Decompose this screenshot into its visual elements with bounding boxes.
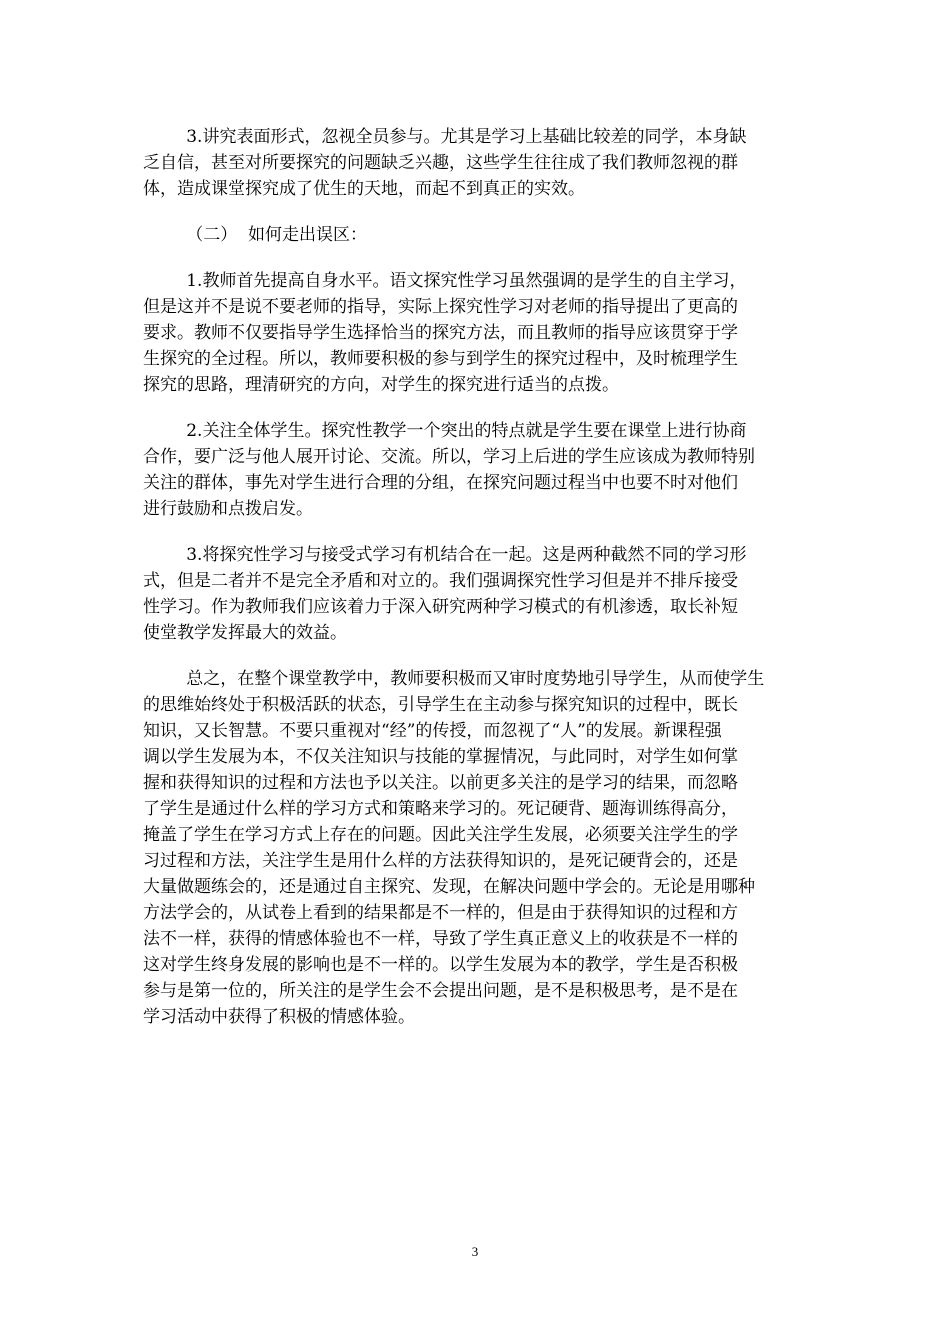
text-line: 的思维始终处于积极活跃的状态，引导学生在主动参与探究知识的过程中，既长: [143, 695, 738, 715]
paragraph-point-1-teacher-level: [143, 268, 807, 398]
text-line: 性学习。作为教师我们应该着力于深入研究两种学习模式的有机渗透，取长补短: [143, 597, 738, 617]
text-line: 大量做题练会的，还是通过自主探究、发现，在解决问题中学会的。无论是用哪种: [143, 877, 755, 897]
text-line: 3.将探究性学习与接受式学习有机结合在一起。这是两种截然不同的学习形: [143, 545, 747, 565]
text-line: 2.关注全体学生。探究性教学一个突出的特点就是学生要在课堂上进行协商: [143, 421, 747, 441]
text-line: 关注的群体，事先对学生进行合理的分组，在探究问题过程当中也要不时对他们: [143, 473, 738, 493]
text-line: （二） 如何走出误区：: [143, 225, 368, 245]
text-line: 了学生是通过什么样的学习方式和策略来学习的。死记硬背、题海训练得高分，: [143, 799, 738, 819]
text-line: 学习活动中获得了积极的情感体验。: [143, 1007, 415, 1027]
text-line: 乏自信，甚至对所要探究的问题缺乏兴趣，这些学生往往成了我们教师忽视的群: [143, 153, 738, 173]
text-line: 调以学生发展为本，不仅关注知识与技能的掌握情况，与此同时，对学生如何掌: [143, 747, 738, 767]
text-line: 式，但是二者并不是完全矛盾和对立的。我们强调探究性学习但是并不排斥接受: [143, 571, 738, 591]
text-line: 使堂教学发挥最大的效益。: [143, 623, 347, 643]
text-line: 知识，又长智慧。不要只重视对“经”的传授，而忽视了“人”的发展。新课程强: [143, 721, 722, 741]
text-line: 握和获得知识的过程和方法也予以关注。以前更多关注的是学习的结果，而忽略: [143, 773, 738, 793]
page-number: 3: [471, 1244, 479, 1259]
paragraph-conclusion: [143, 666, 807, 1030]
text-line: 掩盖了学生在学习方式上存在的问题。因此关注学生发展，必须要关注学生的学: [143, 825, 738, 845]
text-line: 但是这并不是说不要老师的指导，实际上探究性学习对老师的指导提出了更高的: [143, 297, 738, 317]
paragraph-point-3-combine-learning: [143, 542, 807, 646]
text-line: 法不一样，获得的情感体验也不一样，导致了学生真正意义上的收获是不一样的: [143, 929, 738, 949]
text-line: 要求。教师不仅要指导学生选择恰当的探究方法，而且教师的指导应该贯穿于学: [143, 323, 738, 343]
text-line: 合作，要广泛与他人展开讨论、交流。所以，学习上后进的学生应该成为教师特别: [143, 447, 755, 467]
paragraph-point-2-all-students: [143, 418, 807, 522]
text-line: 3.讲究表面形式，忽视全员参与。尤其是学习上基础比较差的同学，本身缺: [143, 127, 747, 147]
paragraph-point-3-surface-form: [143, 124, 807, 202]
text-line: 体，造成课堂探究成了优生的天地，而起不到真正的实效。: [143, 179, 585, 199]
text-line: 参与是第一位的，所关注的是学生会不会提出问题，是不是积极思考，是不是在: [143, 981, 738, 1001]
document-body: [143, 124, 807, 1030]
text-line: 生探究的全过程。所以，教师要积极的参与到学生的探究过程中，及时梳理学生: [143, 349, 738, 369]
text-line: 这对学生终身发展的影响也是不一样的。以学生发展为本的教学，学生是否积极: [143, 955, 738, 975]
section-heading-how-to-avoid: [143, 222, 807, 248]
text-line: 1.教师首先提高自身水平。语文探究性学习虽然强调的是学生的自主学习，: [143, 271, 747, 291]
text-line: 习过程和方法，关注学生是用什么样的方法获得知识的，是死记硬背会的，还是: [143, 851, 738, 871]
text-line: 总之，在整个课堂教学中，教师要积极而又审时度势地引导学生，从而使学生: [143, 669, 765, 689]
text-line: 探究的思路，理清研究的方向，对学生的探究进行适当的点拨。: [143, 375, 619, 395]
text-line: 方法学会的，从试卷上看到的结果都是不一样的，但是由于获得知识的过程和方: [143, 903, 738, 923]
text-line: 进行鼓励和点拨启发。: [143, 499, 313, 519]
